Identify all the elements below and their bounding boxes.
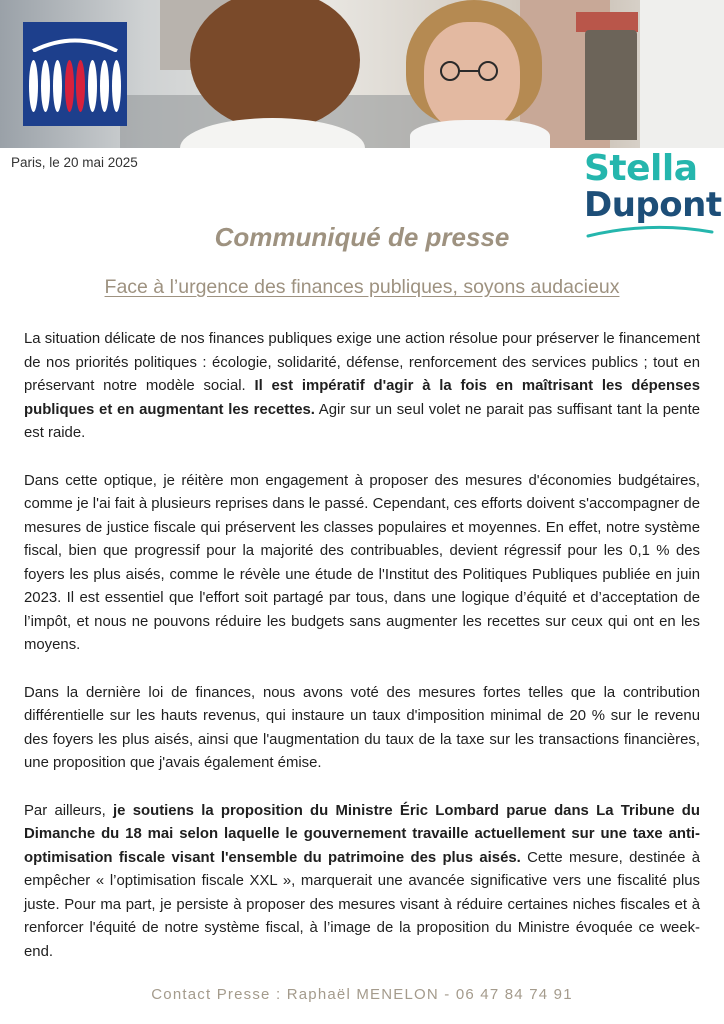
paragraph-1-text-end: Agir sur un seul volet ne parait pas suffisant tant la pente est raide. (24, 401, 700, 441)
dateline: Paris, le 20 mai 2025 (11, 155, 138, 170)
brand-first-name: Stella (584, 148, 698, 189)
shop-awning (576, 12, 638, 32)
paragraph-1 (24, 328, 700, 446)
white-building (640, 0, 724, 148)
paragraph-4-text-end: Cette mesure, destinée à empêcher « l’optimisation fiscale XXL », marquerait une avancée significative vers une fiscalité plus juste. Pour ma part, je persiste à proposer des mesures visant à réduire certaines niches fiscales et à renforcer l'équité de notre système fiscal, à l’image de la proposition du Ministre évoquée ce week-end. (24, 849, 700, 960)
paragraph-4-emphasis: je soutiens la proposition du Ministre Éric Lombard parue dans La Tribune du Dimanche du 18 mai selon laquelle le gouvernement travaille actuellement sur une taxe anti-optimisation fiscale visant l'ensemble du patrimoine des plus aisés. (24, 802, 700, 866)
assemblee-nationale-logo (23, 22, 127, 126)
glasses-icon (430, 60, 514, 82)
header-photo (0, 0, 724, 148)
roof-icon (31, 36, 119, 52)
person-from-behind (180, 0, 360, 148)
paragraph-3: Dans la dernière loi de finances, nous avons voté des mesures fortes telles que la contribution différentielle sur les hauts revenus, qui instaure un taux d'imposition minimal de 20 % sur le revenu des foyers les plus aisés, ainsi que l'augmentation du taux de la taxe sur les transactions financières, une proposition que j'avais également émise. (24, 684, 700, 771)
paragraph-1-emphasis: Il est impératif d'agir à la fois en maîtrisant les dépenses publiques et en augmentant les recettes. (24, 378, 700, 418)
paragraph-1-text: La situation délicate de nos finances publiques exige une action résolue pour préserver le financement de nos priorités politiques : écologie, solidarité, défense, renforcement des services publics ; tout en préservant notre modèle social. (24, 331, 700, 394)
brand-last-name: Dupont (584, 185, 722, 225)
paragraph-4-text: Par ailleurs, (24, 802, 114, 819)
shop-door (585, 30, 637, 140)
paragraph-4 (24, 800, 700, 965)
paragraph-2: Dans cette optique, je réitère mon engagement à proposer des mesures d'économies budgétaires, comme je l'ai fait à plusieurs reprises dans le passé. Cependant, ces efforts doivent s'accompagner de mesures de justice fiscale qui préservent les classes populaires et moyennes. En effet, notre système fiscal, bien que progressif pour la majorité des contribuables, devient régressif pour les 0,1 % des foyers les plus aisés, comme le révèle une étude de l'Institut des Politiques Publiques publiée en juin 2023. Il est essentiel que l'effort soit partagé par tous, dans une logique d’équité et d’acceptation de l’impôt, et nous ne pouvons réduire les budgets sans augmenter les recettes sur ceux qui ont en les moyens. (24, 472, 700, 653)
smiling-woman (400, 0, 550, 148)
press-contact: Contact Presse : Raphaël MENELON - 06 47 84 74 91 (151, 986, 573, 1003)
document-subtitle: Face à l’urgence des finances publiques, soyons audacieux (104, 276, 620, 298)
document-title: Communiqué de presse (214, 222, 510, 252)
press-release-body (24, 328, 700, 988)
